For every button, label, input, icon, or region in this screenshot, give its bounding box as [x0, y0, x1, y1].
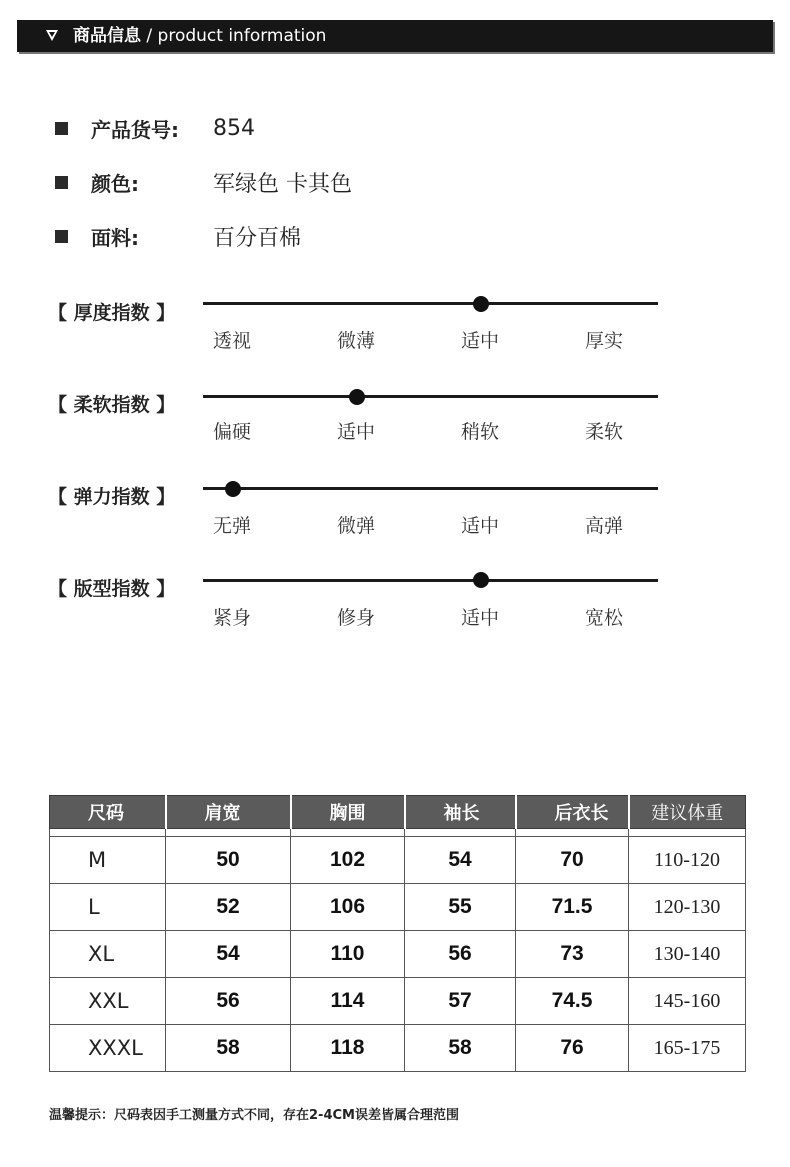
index-option: 微弹	[337, 515, 376, 537]
index-label: 【 版型指数 】	[48, 578, 176, 600]
column-header: 后衣长	[516, 796, 629, 829]
info-label: 产品货号:	[91, 117, 179, 142]
index-marker	[473, 296, 489, 312]
chest-cell: 106	[291, 884, 405, 931]
column-header: 尺码	[50, 796, 166, 829]
table-row	[50, 1025, 746, 1072]
length-cell: 76	[516, 1025, 629, 1072]
chest-cell: 118	[291, 1025, 405, 1072]
index-scale-line	[203, 302, 658, 305]
index-option: 高弹	[585, 515, 624, 537]
index-label: 【 厚度指数 】	[48, 302, 176, 324]
shoulder-cell: 54	[166, 931, 291, 978]
sizing-note: 温馨提示：尺码表因手工测量方式不同，存在2-4CM误差皆属合理范围	[49, 1108, 459, 1123]
table-row	[50, 931, 746, 978]
size-table-header-row	[50, 796, 746, 829]
info-label: 面料:	[91, 225, 139, 250]
weight-cell: 165-175	[629, 1025, 746, 1072]
index-option: 厚实	[585, 330, 624, 352]
chest-cell: 114	[291, 978, 405, 1025]
index-option: 适中	[461, 515, 500, 537]
table-row	[50, 978, 746, 1025]
weight-cell: 145-160	[629, 978, 746, 1025]
length-cell: 71.5	[516, 884, 629, 931]
length-cell: 74.5	[516, 978, 629, 1025]
index-option: 修身	[337, 607, 376, 629]
size-table	[49, 795, 746, 1072]
index-option: 适中	[337, 421, 376, 443]
size-cell: XXL	[50, 978, 166, 1025]
index-option: 透视	[213, 330, 252, 352]
down-heart-icon	[45, 29, 59, 42]
info-row-article-number	[55, 113, 255, 143]
index-option: 偏硬	[213, 421, 252, 443]
size-cell: XL	[50, 931, 166, 978]
shoulder-cell: 50	[166, 837, 291, 884]
chest-cell: 110	[291, 931, 405, 978]
sleeve-cell: 56	[405, 931, 516, 978]
index-option: 无弹	[213, 515, 252, 537]
index-option: 柔软	[585, 421, 624, 443]
info-value: 854	[213, 115, 255, 141]
header-separator: /	[141, 26, 158, 46]
chest-cell: 102	[291, 837, 405, 884]
column-header: 袖长	[405, 796, 516, 829]
index-label: 【 弹力指数 】	[48, 486, 176, 508]
info-value: 百分百棉	[213, 225, 302, 251]
weight-cell: 130-140	[629, 931, 746, 978]
table-row	[50, 884, 746, 931]
section-header-bar	[17, 20, 773, 52]
index-marker	[473, 572, 489, 588]
index-marker	[225, 481, 241, 497]
header-title-en: product information	[157, 26, 327, 46]
index-option: 宽松	[585, 607, 624, 629]
sleeve-cell: 58	[405, 1025, 516, 1072]
index-option: 适中	[461, 607, 500, 629]
index-scale-line	[203, 487, 658, 490]
sleeve-cell: 54	[405, 837, 516, 884]
info-value: 军绿色 卡其色	[213, 171, 352, 197]
header-title	[73, 20, 326, 52]
column-header: 胸围	[291, 796, 405, 829]
size-cell: L	[50, 884, 166, 931]
size-cell: M	[50, 837, 166, 884]
table-row	[50, 837, 746, 884]
length-cell: 70	[516, 837, 629, 884]
shoulder-cell: 58	[166, 1025, 291, 1072]
square-bullet-icon	[55, 176, 68, 189]
square-bullet-icon	[55, 122, 68, 135]
info-row-fabric	[55, 221, 302, 251]
index-scale-line	[203, 579, 658, 582]
shoulder-cell: 56	[166, 978, 291, 1025]
header-title-cn: 商品信息	[73, 26, 141, 46]
info-label: 颜色:	[91, 171, 139, 196]
index-option: 适中	[461, 330, 500, 352]
size-cell: XXXL	[50, 1025, 166, 1072]
index-scale-line	[203, 395, 658, 398]
sleeve-cell: 57	[405, 978, 516, 1025]
column-header: 建议体重	[629, 796, 746, 829]
column-header: 肩宽	[166, 796, 291, 829]
index-option: 紧身	[213, 607, 252, 629]
info-row-color	[55, 167, 352, 197]
header-gap	[50, 829, 746, 837]
weight-cell: 120-130	[629, 884, 746, 931]
sleeve-cell: 55	[405, 884, 516, 931]
index-marker	[349, 389, 365, 405]
shoulder-cell: 52	[166, 884, 291, 931]
index-option: 稍软	[461, 421, 500, 443]
length-cell: 73	[516, 931, 629, 978]
index-option: 微薄	[337, 330, 376, 352]
index-label: 【 柔软指数 】	[48, 394, 176, 416]
square-bullet-icon	[55, 230, 68, 243]
weight-cell: 110-120	[629, 837, 746, 884]
